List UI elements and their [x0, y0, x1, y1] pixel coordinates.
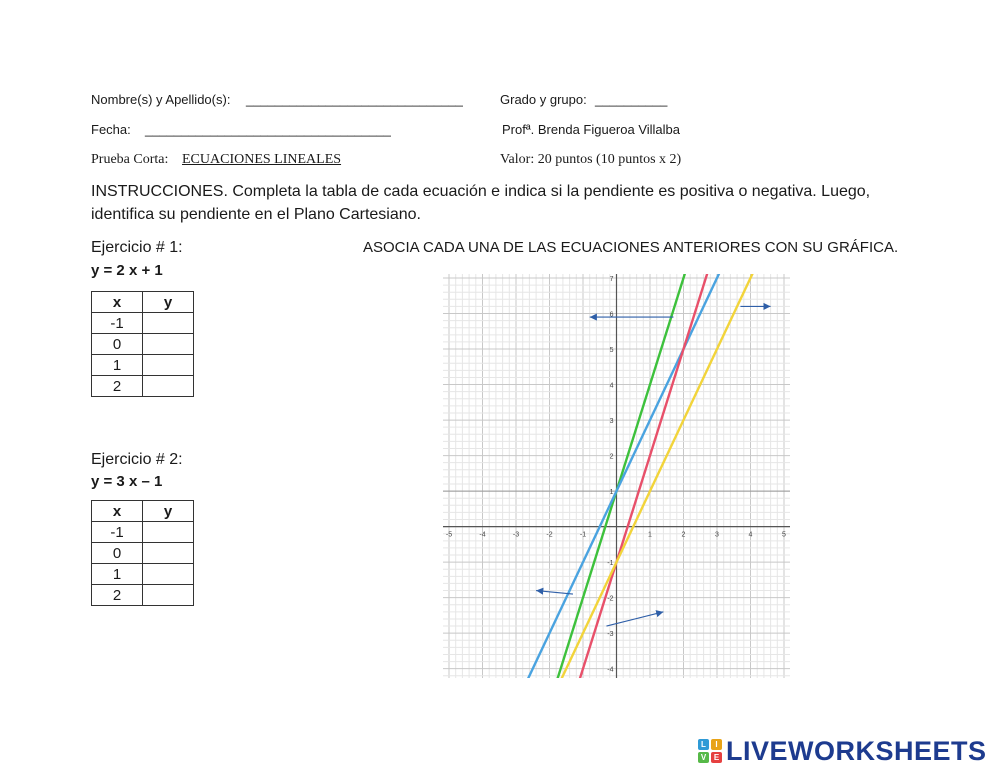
- logo-letter: E: [711, 752, 722, 763]
- quiz-label: Prueba Corta:: [91, 152, 169, 167]
- liveworksheets-logo: [698, 734, 987, 768]
- x-tick-label: -2: [546, 531, 553, 539]
- x-value: -1: [92, 522, 143, 543]
- y-tick-label: -2: [607, 595, 614, 603]
- date-label: Fecha:: [91, 122, 131, 137]
- y-answer-input[interactable]: [143, 376, 193, 396]
- grade-blank: __________: [595, 92, 668, 107]
- exercise-1-title: Ejercicio # 1:: [91, 239, 183, 256]
- exercise-2-equation: y = 3 x – 1: [91, 473, 163, 490]
- logo-letter: V: [698, 752, 709, 763]
- logo-letter: I: [711, 739, 722, 750]
- y-tick-label: 6: [609, 311, 614, 319]
- name-blank: ______________________________: [246, 92, 463, 107]
- teacher-name: Profª. Brenda Figueroa Villalba: [502, 122, 681, 137]
- logo-letter: L: [698, 739, 709, 750]
- x-value: 0: [92, 334, 143, 355]
- x-value: 1: [92, 355, 143, 376]
- exercise-2-table: [91, 500, 194, 606]
- logo-icon: [698, 739, 722, 763]
- y-answer-input[interactable]: [143, 564, 193, 584]
- x-tick-label: -1: [579, 531, 587, 539]
- table-header-x: x: [92, 501, 143, 522]
- y-cell[interactable]: [143, 376, 194, 397]
- y-tick-label: -3: [607, 631, 614, 639]
- x-tick-label: 4: [748, 531, 753, 539]
- y-tick-label: 4: [609, 382, 614, 390]
- x-value: -1: [92, 313, 143, 334]
- y-cell[interactable]: [143, 543, 194, 564]
- y-cell[interactable]: [143, 313, 194, 334]
- y-tick-label: 3: [609, 418, 614, 426]
- exercise-1-table: [91, 291, 194, 397]
- y-cell[interactable]: [143, 522, 194, 543]
- x-value: 2: [92, 376, 143, 397]
- x-tick-label: 1: [648, 531, 652, 539]
- table-header-y: y: [143, 292, 194, 313]
- y-answer-input[interactable]: [143, 585, 193, 605]
- y-cell[interactable]: [143, 564, 194, 585]
- y-tick-label: 1: [609, 489, 614, 497]
- x-value: 1: [92, 564, 143, 585]
- instructions: INSTRUCCIONES. Completa la tabla de cada ecuación e indica si la pendiente es positiva o negativa. Luego, identifica su pendiente en el Plano Cartesiano.: [91, 183, 871, 223]
- y-answer-input[interactable]: [143, 355, 193, 375]
- table-header-y: y: [143, 501, 194, 522]
- logo-text: LIVEWORKSHEETS: [726, 735, 987, 766]
- exercise-2-title: Ejercicio # 2:: [91, 451, 183, 468]
- y-answer-input[interactable]: [143, 543, 193, 563]
- y-cell[interactable]: [143, 334, 194, 355]
- exercise-1-equation: y = 2 x + 1: [91, 262, 163, 279]
- quiz-value: Valor: 20 puntos (10 puntos x 2): [500, 152, 682, 167]
- grade-label: Grado y grupo:: [500, 92, 587, 107]
- x-value: 2: [92, 585, 143, 606]
- x-tick-label: -5: [445, 531, 453, 539]
- y-tick-label: -4: [607, 666, 614, 674]
- x-value: 0: [92, 543, 143, 564]
- x-tick-label: 2: [681, 531, 686, 539]
- y-tick-label: 7: [609, 276, 614, 283]
- y-answer-input[interactable]: [143, 522, 193, 542]
- x-tick-label: 5: [782, 531, 786, 539]
- y-tick-label: 5: [609, 347, 614, 355]
- y-tick-label: 2: [609, 453, 614, 461]
- x-tick-label: -4: [479, 531, 486, 539]
- y-tick-label: -1: [607, 560, 614, 568]
- y-cell[interactable]: [143, 585, 194, 606]
- match-instruction: ASOCIA CADA UNA DE LAS ECUACIONES ANTERIORES CON SU GRÁFICA.: [363, 239, 899, 256]
- y-cell[interactable]: [143, 355, 194, 376]
- name-label: Nombre(s) y Apellido(s):: [91, 92, 231, 107]
- table-header-x: x: [92, 292, 143, 313]
- date-blank: __________________________________: [145, 122, 391, 137]
- y-answer-input[interactable]: [143, 313, 193, 333]
- x-tick-label: -3: [512, 531, 520, 539]
- quiz-topic: ECUACIONES LINEALES: [182, 152, 342, 167]
- x-tick-label: 3: [715, 531, 719, 539]
- y-answer-input[interactable]: [143, 334, 193, 354]
- cartesian-plane: [443, 274, 790, 678]
